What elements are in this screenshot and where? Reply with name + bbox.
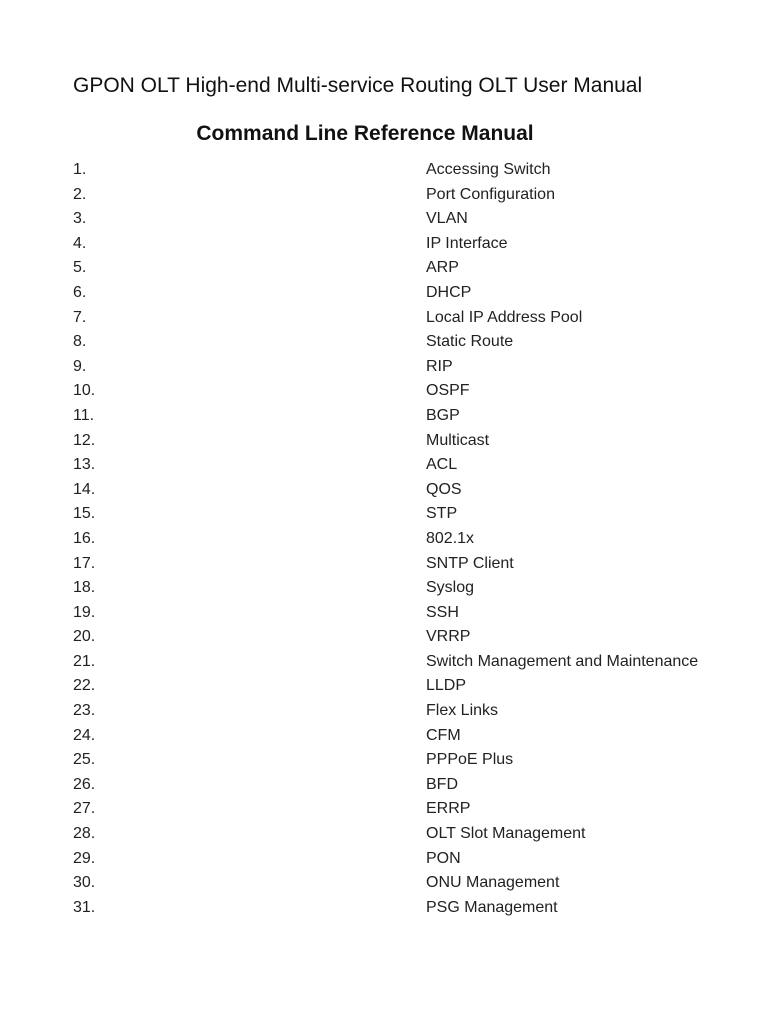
toc-item[interactable] [0,871,768,896]
section-title: Command Line Reference Manual [196,122,534,145]
toc-item-label[interactable]: Switch Management and Maintenance [426,652,699,670]
toc-item-label[interactable]: VLAN [426,210,468,228]
toc-item[interactable] [0,232,768,257]
toc-item[interactable] [0,896,768,921]
toc-item[interactable] [0,183,768,208]
toc-item-number: 16. [73,529,96,547]
toc-item[interactable] [0,429,768,454]
table-of-contents [0,158,768,920]
toc-item[interactable] [0,404,768,429]
toc-item-number: 23. [73,702,96,720]
toc-item-label[interactable]: PON [426,849,461,867]
toc-item-number: 8. [73,333,87,351]
toc-item[interactable] [0,281,768,306]
toc-item-label[interactable]: SNTP Client [426,554,514,572]
toc-item-label[interactable]: Static Route [426,333,514,351]
toc-item-number: 22. [73,677,96,695]
toc-item[interactable] [0,773,768,798]
toc-item[interactable] [0,822,768,847]
toc-item[interactable] [0,650,768,675]
toc-item[interactable] [0,330,768,355]
toc-item-label[interactable]: Multicast [426,431,490,449]
toc-item-number: 1. [73,161,87,178]
toc-item-label[interactable]: Port Configuration [426,185,555,203]
toc-item[interactable] [0,576,768,601]
toc-item-number: 19. [73,603,96,621]
toc-item-label[interactable]: ONU Management [426,874,560,892]
toc-item[interactable] [0,601,768,626]
toc-item[interactable] [0,478,768,503]
toc-item-label[interactable]: Syslog [426,579,475,597]
toc-item[interactable] [0,158,768,183]
toc-item-number: 20. [73,628,96,646]
toc-item-number: 29. [73,849,96,867]
toc-item-label[interactable]: BGP [426,406,460,424]
toc-item-number: 25. [73,751,96,769]
toc-item-number: 6. [73,283,87,301]
document-title: GPON OLT High-end Multi-service Routing OLT User Manual [73,74,643,97]
toc-item-label[interactable]: IP Interface [426,234,508,252]
toc-item-label[interactable]: BFD [426,775,458,793]
toc-item-label[interactable]: Accessing Switch [426,161,551,178]
toc-item-number: 31. [73,898,96,916]
toc-item-number: 17. [73,554,96,572]
toc-item-label[interactable]: OSPF [426,382,470,400]
toc-item-number: 5. [73,259,87,277]
toc-item[interactable] [0,797,768,822]
toc-item-number: 11. [73,406,95,424]
toc-item[interactable] [0,699,768,724]
toc-item-number: 27. [73,800,96,818]
toc-item-label[interactable]: CFM [426,726,461,744]
toc-item-label[interactable]: STP [426,505,458,523]
toc-item[interactable] [0,306,768,331]
toc-item-number: 26. [73,775,96,793]
toc-item-number: 4. [73,234,87,252]
toc-item-label[interactable]: VRRP [426,628,471,646]
toc-item[interactable] [0,724,768,749]
toc-item-number: 2. [73,185,87,203]
toc-item-number: 7. [73,308,87,326]
toc-item[interactable] [0,256,768,281]
toc-item[interactable] [0,552,768,577]
toc-item[interactable] [0,674,768,699]
toc-item-label[interactable]: LLDP [426,677,467,695]
toc-item-label[interactable]: QOS [426,480,462,498]
toc-item-label[interactable]: RIP [426,357,453,375]
toc-item-label[interactable]: PSG Management [426,898,558,916]
toc-item[interactable] [0,847,768,872]
toc-item-number: 18. [73,579,96,597]
toc-item-number: 10. [73,382,96,400]
toc-item[interactable] [0,625,768,650]
toc-item[interactable] [0,748,768,773]
toc-item-number: 21. [73,652,96,670]
toc-item-label[interactable]: OLT Slot Management [426,825,586,843]
toc-item-number: 15. [73,505,96,523]
toc-item[interactable] [0,355,768,380]
toc-item-number: 12. [73,431,96,449]
toc-item-number: 3. [73,210,87,228]
toc-item[interactable] [0,207,768,232]
toc-item-label[interactable]: 802.1x [426,529,475,547]
toc-item-number: 24. [73,726,96,744]
toc-item[interactable] [0,527,768,552]
toc-item-label[interactable]: ARP [426,259,459,277]
toc-item-label[interactable]: Flex Links [426,702,499,720]
toc-item-label[interactable]: SSH [426,603,459,621]
toc-item-label[interactable]: ERRP [426,800,471,818]
toc-item[interactable] [0,453,768,478]
toc-item-label[interactable]: PPPoE Plus [426,751,514,769]
toc-item[interactable] [0,379,768,404]
toc-item-number: 28. [73,825,96,843]
toc-item-number: 30. [73,874,96,892]
toc-item-number: 13. [73,456,96,474]
toc-item-number: 14. [73,480,96,498]
toc-item-label[interactable]: Local IP Address Pool [426,308,583,326]
toc-item-number: 9. [73,357,87,375]
toc-item-label[interactable]: ACL [426,456,458,474]
toc-item-label[interactable]: DHCP [426,283,472,301]
toc-item[interactable] [0,502,768,527]
